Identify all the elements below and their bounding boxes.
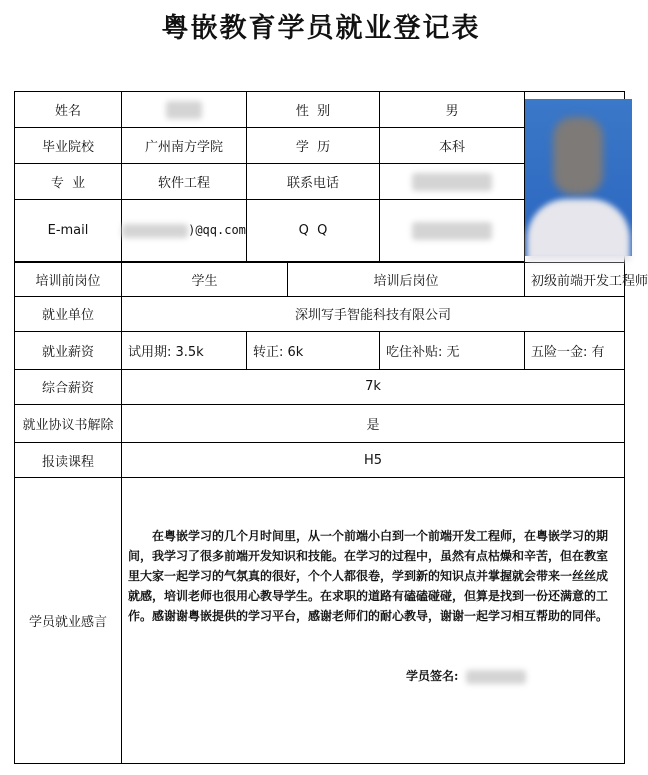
salary-allowance: 吃住补贴: 无	[380, 331, 525, 369]
name-label: 姓名	[15, 92, 122, 128]
qq-label: Q Q	[247, 200, 380, 262]
agreement-label: 就业协议书解除	[15, 404, 122, 442]
employer-label: 就业单位	[15, 296, 122, 331]
course-label: 报读课程	[15, 442, 122, 477]
registration-form-table	[14, 91, 648, 764]
gender-label: 性 别	[247, 92, 380, 128]
email-domain: )@qq.com	[188, 223, 246, 238]
total-salary-label: 综合薪资	[15, 369, 122, 404]
form-title: 粤嵌教育学员就业登记表	[161, 13, 481, 44]
post-position-label: 培训后岗位	[288, 263, 525, 296]
education-value: 本科	[380, 128, 525, 164]
redacted-qq	[412, 222, 492, 240]
name-value	[122, 92, 247, 128]
email-label: E-mail	[15, 200, 122, 262]
salary-label: 就业薪资	[15, 331, 122, 369]
course-value: H5	[122, 442, 625, 477]
qq-value	[380, 200, 525, 262]
redacted-name	[166, 101, 202, 119]
feedback-content	[122, 478, 625, 764]
redacted-signature	[466, 670, 526, 684]
pre-position-value: 学生	[122, 263, 288, 296]
employer-value: 深圳写手智能科技有限公司	[122, 296, 625, 331]
pre-position-label: 培训前岗位	[15, 263, 122, 296]
total-salary-value: 7k	[122, 369, 625, 404]
email-value	[122, 200, 247, 262]
salary-insurance: 五险一金: 有	[525, 331, 625, 369]
student-photo-image	[525, 99, 632, 256]
phone-label: 联系电话	[247, 164, 380, 200]
agreement-value: 是	[122, 404, 625, 442]
education-label: 学 历	[247, 128, 380, 164]
school-value: 广州南方学院	[122, 128, 247, 164]
school-label: 毕业院校	[15, 128, 122, 164]
student-photo	[525, 92, 625, 263]
redacted-email-prefix	[122, 224, 188, 238]
major-value: 软件工程	[122, 164, 247, 200]
redacted-phone	[412, 173, 492, 191]
salary-regular: 转正: 6k	[247, 331, 380, 369]
signature-line	[406, 667, 526, 684]
feedback-label: 学员就业感言	[15, 478, 122, 764]
gender-value: 男	[380, 92, 525, 128]
major-label: 专 业	[15, 164, 122, 200]
salary-probation: 试用期: 3.5k	[122, 331, 247, 369]
post-position-value: 初级前端开发工程师	[525, 263, 625, 296]
phone-value	[380, 164, 525, 200]
feedback-text: 在粤嵌学习的几个月时间里，从一个前端小白到一个前端开发工程师，在粤嵌学习的期间，我学习了很多前端开发知识和技能。在学习的过程中，虽然有点枯燥和辛苦，但在教室里大家一起学习的气氛真的很好，个个人都很卷，学到新的知识点并掌握就会带来一丝丝成就感，培训老师也很用心教导学生。在求职的道路有磕磕碰碰，但算是找到一份还满意的工作。感谢谢粤嵌提供的学习平台，感谢老师们的耐心教导，谢谢一起学习相互帮助的同伴。	[128, 529, 609, 624]
signature-label: 学员签名:	[406, 669, 459, 684]
